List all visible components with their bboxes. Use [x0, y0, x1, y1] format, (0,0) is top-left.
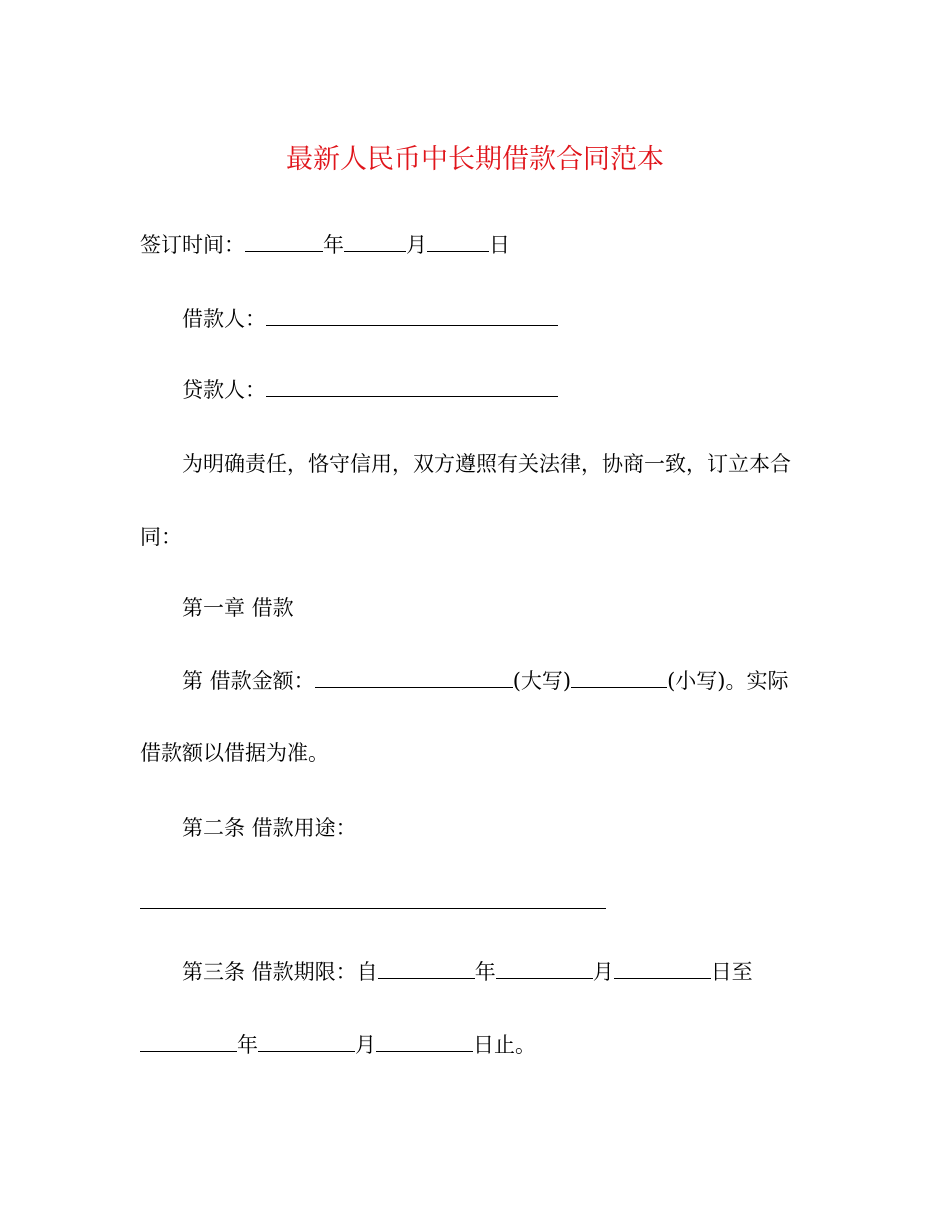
start-month-label: 月	[592, 960, 614, 984]
end-month-label: 月	[355, 1033, 376, 1057]
article-3-prefix: 第三条 借款期限：自	[182, 960, 378, 984]
start-year-label: 年	[474, 960, 496, 984]
article-3-line-2	[140, 1029, 820, 1061]
borrower-line	[182, 303, 862, 335]
amount-uppercase-label: (大写)	[512, 669, 572, 693]
end-month-blank	[258, 1031, 355, 1052]
sign-year-blank	[245, 231, 323, 252]
amount-lowercase-blank	[571, 667, 667, 688]
borrower-blank	[266, 305, 558, 326]
end-label: 日止。	[473, 1033, 536, 1057]
end-year-label: 年	[237, 1033, 258, 1057]
lender-label: 贷款人：	[182, 378, 266, 402]
preamble-line-1: 为明确责任，恪守信用，双方遵照有关法律，协商一致，订立本合	[182, 452, 791, 476]
sign-day-blank	[427, 231, 489, 252]
borrower-label: 借款人：	[182, 307, 266, 331]
sign-date-label: 签订时间：	[140, 233, 245, 257]
start-month-blank	[496, 958, 593, 979]
sign-month-blank	[344, 231, 406, 252]
end-year-blank	[140, 1031, 237, 1052]
lender-line	[182, 374, 862, 406]
preamble-line-2: 同：	[140, 525, 182, 549]
article-1-line-1	[182, 665, 862, 697]
sign-day-label: 日	[489, 233, 510, 257]
article-1-line-2: 借款额以借据为准。	[140, 741, 329, 765]
start-year-blank	[378, 958, 475, 979]
sign-year-label: 年	[323, 233, 344, 257]
chapter-1-heading: 第一章 借款	[182, 596, 294, 620]
amount-lowercase-label: (小写)。实际	[667, 669, 789, 693]
article-1-prefix: 第 借款金额：	[182, 669, 315, 693]
document-title: 最新人民币中长期借款合同范本	[286, 144, 664, 175]
start-day-to-label: 日至	[710, 960, 753, 984]
amount-uppercase-blank	[315, 667, 513, 688]
purpose-blank	[140, 908, 606, 909]
article-3-line-1	[182, 956, 862, 988]
start-day-blank	[614, 958, 711, 979]
article-2-heading: 第二条 借款用途：	[182, 816, 357, 840]
end-day-blank	[376, 1031, 473, 1052]
sign-date-line	[140, 229, 820, 261]
lender-blank	[266, 376, 558, 397]
sign-month-label: 月	[406, 233, 427, 257]
